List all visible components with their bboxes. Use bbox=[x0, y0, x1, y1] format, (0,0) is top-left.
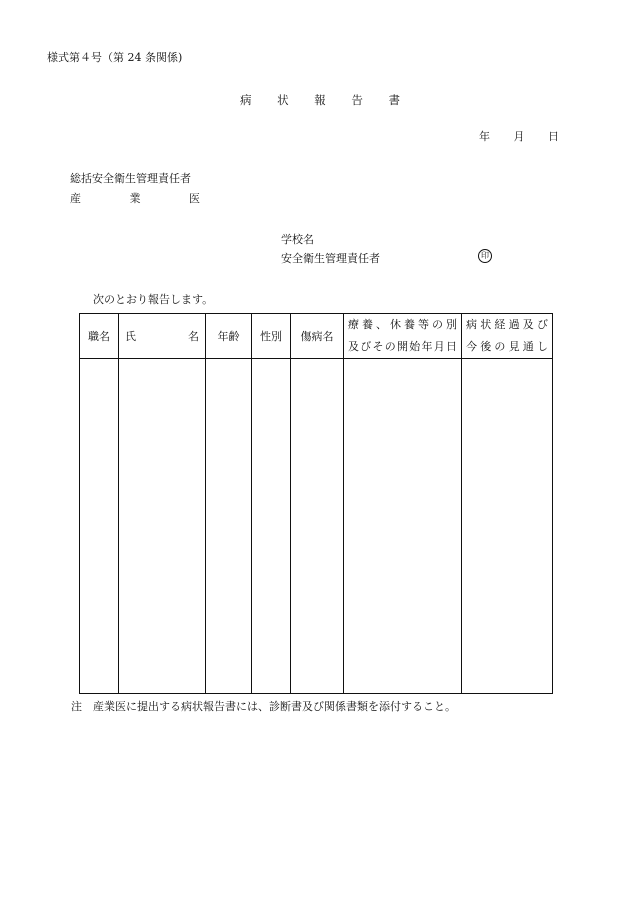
header-disease: 傷病名 bbox=[291, 314, 344, 359]
addressee-doctor-char: 業 bbox=[129, 192, 141, 205]
header-sex: 性別 bbox=[252, 314, 291, 359]
date-year: 年 bbox=[479, 130, 490, 143]
header-name-left: 氏 bbox=[125, 330, 136, 343]
title-char: 状 bbox=[277, 93, 289, 107]
cell-position[interactable] bbox=[80, 359, 119, 694]
cell-name[interactable] bbox=[119, 359, 206, 694]
seal-mark: 印 bbox=[478, 249, 492, 263]
cell-progress[interactable] bbox=[462, 359, 553, 694]
header-progress-line1: 病状経過及び bbox=[466, 318, 548, 331]
addressee-doctor bbox=[70, 190, 200, 206]
report-table bbox=[79, 313, 553, 694]
cell-disease[interactable] bbox=[291, 359, 344, 694]
header-leave-line1: 療養、休養等の別 bbox=[348, 318, 457, 331]
title-char: 告 bbox=[351, 93, 363, 107]
sender-manager-label: 安全衛生管理責任者 bbox=[281, 252, 380, 265]
header-name bbox=[119, 314, 206, 359]
table-header-row bbox=[80, 314, 553, 359]
cell-sex[interactable] bbox=[252, 359, 291, 694]
header-progress bbox=[462, 314, 553, 359]
form-number: 様式第４号（第 24 条関係) bbox=[47, 51, 183, 64]
header-leave bbox=[344, 314, 462, 359]
cell-age[interactable] bbox=[206, 359, 252, 694]
addressee-doctor-char: 医 bbox=[189, 192, 200, 205]
cell-leave[interactable] bbox=[344, 359, 462, 694]
document-title bbox=[240, 92, 400, 108]
school-name-label: 学校名 bbox=[281, 233, 314, 246]
footnote: 注 産業医に提出する病状報告書には、診断書及び関係書類を添付すること。 bbox=[71, 700, 456, 713]
table-body-row bbox=[80, 359, 553, 694]
date-day: 日 bbox=[548, 130, 559, 143]
intro-text: 次のとおり報告します。 bbox=[93, 293, 214, 306]
header-age: 年齢 bbox=[206, 314, 252, 359]
header-progress-line2: 今後の見通し bbox=[466, 340, 548, 353]
title-char: 書 bbox=[388, 93, 400, 107]
header-leave-line2: 及びその開始年月日 bbox=[348, 340, 457, 353]
header-name-right: 名 bbox=[188, 330, 199, 343]
date-line bbox=[479, 128, 559, 144]
header-position: 職名 bbox=[80, 314, 119, 359]
addressee-manager: 総括安全衛生管理責任者 bbox=[70, 172, 191, 185]
title-char: 報 bbox=[314, 93, 326, 107]
title-char: 病 bbox=[240, 93, 252, 107]
addressee-doctor-char: 産 bbox=[70, 192, 81, 205]
date-month: 月 bbox=[513, 130, 525, 143]
